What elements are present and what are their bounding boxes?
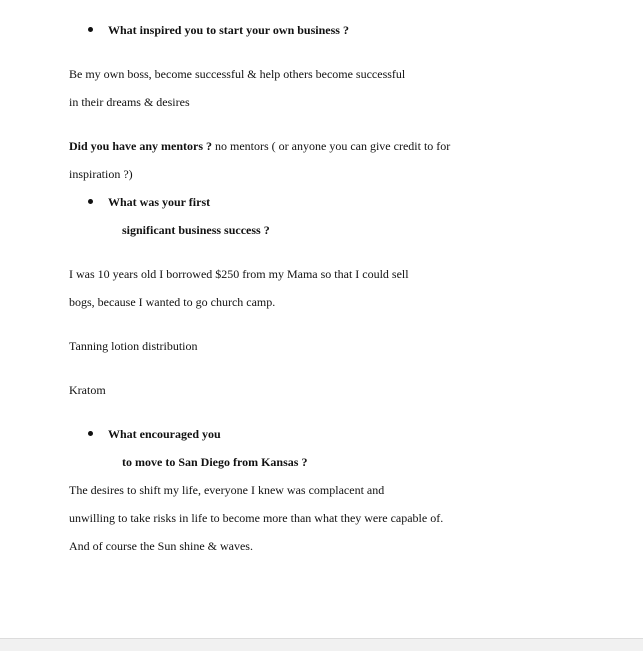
question-inspiration: What inspired you to start your own business ? bbox=[108, 23, 349, 37]
question-san-diego-line-2: to move to San Diego from Kansas ? bbox=[122, 455, 308, 469]
answer-item-tanning: Tanning lotion distribution bbox=[69, 339, 198, 353]
bullet-icon bbox=[88, 431, 93, 436]
answer-mentors-line-2: inspiration ?) bbox=[69, 167, 133, 181]
question-san-diego-line-1: What encouraged you bbox=[108, 427, 221, 441]
bullet-icon bbox=[88, 199, 93, 204]
answer-inspiration-line-2: in their dreams & desires bbox=[69, 95, 190, 109]
answer-san-diego-line-1: The desires to shift my life, everyone I knew was complacent and bbox=[69, 483, 385, 497]
answer-mentors: no mentors ( or anyone you can give credit to for bbox=[212, 139, 451, 153]
question-mentors-bold: Did you have any mentors ? bbox=[69, 139, 213, 153]
question-mentors bbox=[69, 138, 450, 154]
bottom-scroll-bar[interactable] bbox=[0, 638, 643, 651]
bullet-icon bbox=[88, 27, 93, 32]
answer-first-success-line-1: I was 10 years old I borrowed $250 from my Mama so that I could sell bbox=[69, 267, 409, 281]
answer-san-diego-line-2: unwilling to take risks in life to become more than what they were capable of. bbox=[69, 511, 444, 525]
question-first-success-line-2: significant business success ? bbox=[122, 223, 270, 237]
answer-inspiration-line-1: Be my own boss, become successful & help others become successful bbox=[69, 67, 406, 81]
answer-san-diego-line-3: And of course the Sun shine & waves. bbox=[69, 539, 253, 553]
question-first-success-line-1: What was your first bbox=[108, 195, 211, 209]
answer-item-kratom: Kratom bbox=[69, 383, 106, 397]
answer-first-success-line-2: bogs, because I wanted to go church camp. bbox=[69, 295, 276, 309]
